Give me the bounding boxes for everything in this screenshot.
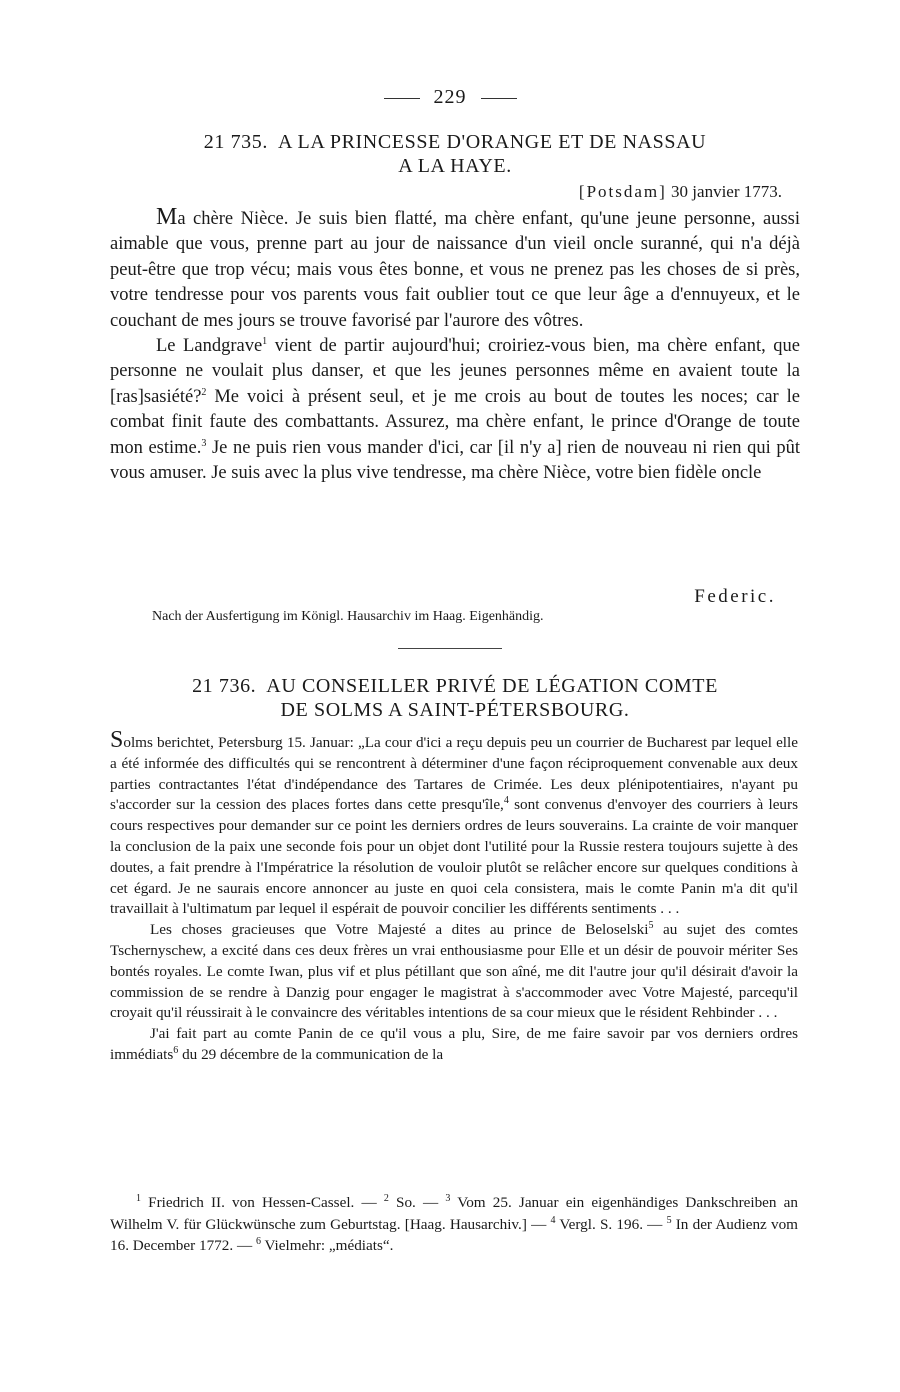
- page-number: 229: [433, 86, 467, 108]
- letter2-paragraph-1: [110, 727, 798, 920]
- letter2-p2-text-a: Les choses gracieuses que Votre Majesté a dites au prince de Beloselski: [150, 921, 649, 939]
- letter1-p2-text-a: Le Landgrave: [156, 336, 263, 357]
- letter1-dateline: [579, 182, 782, 202]
- letter2-paragraph-3: [110, 1024, 798, 1066]
- letter2-p3-text-a: J'ai fait part au comte Panin de ce qu'il vous a plu, Sire, de me faire savoir par vos derniers ordres immédiats: [110, 1025, 798, 1063]
- letter1-paragraph-1: [110, 205, 800, 334]
- letter1-title-line2: A LA HAYE.: [398, 155, 512, 177]
- footnote-number-3: 3: [445, 1192, 451, 1204]
- footnote-ref-3: 3: [201, 437, 207, 449]
- letter2-initial: S: [110, 727, 124, 753]
- footnote-ref-4: 4: [503, 795, 509, 807]
- letter2-p3-text-b: du 29 décembre de la communication de la: [178, 1045, 444, 1063]
- footnote-text-4: Vergl. S. 196. —: [555, 1215, 667, 1233]
- letter1-p2-text-b: vient de partir aujourd'hui; croiriez-vous bien, ma chère enfant, que personne ne voulait plus danser, et que les jeunes personnes même en avaient toute la [ras]sasiété?: [110, 336, 800, 407]
- footnote-text-2: So. —: [388, 1194, 446, 1211]
- letter2-number: 21 736.: [192, 675, 257, 697]
- letter1-initial: M: [156, 204, 178, 230]
- letter1-date: 30 janvier 1773.: [671, 182, 782, 201]
- letter2-paragraph-2: [110, 920, 798, 1024]
- letter1-heading: [110, 130, 800, 178]
- letter2-title-line1: AU CONSEILLER PRIVÉ DE LÉGATION COMTE: [266, 675, 718, 697]
- running-head-dash-left: [384, 98, 420, 99]
- footnote-text-6: Vielmehr: „médiats“.: [260, 1237, 394, 1254]
- footnote-ref-1: 1: [262, 335, 268, 347]
- letter1-paragraph-2: [110, 334, 800, 486]
- letter1-p2-text-c: Me voici à présent seul, et je me crois au bout de toutes les noces; car le combat finit faute des combattants. Assurez, ma chère enfant, le prince d'Orange de toute mon estime.: [110, 386, 800, 458]
- footnote-ref-2: 2: [201, 386, 207, 398]
- letter1-signature: Federic.: [694, 586, 776, 607]
- running-head-dash-right: [481, 98, 517, 99]
- footnote-number-4: 4: [550, 1214, 556, 1226]
- letter1-date-place: [Potsdam]: [578, 182, 667, 201]
- letter2-p2-text-b: au sujet des comtes Tschernyschew, a excité dans ces deux frères un vrai enthousiasme pour Elle et un désir de pouvoir mériter Ses bontés royales. Le comte Iwan, plus vif et plus pétillant que son aîné, me dit l'autre jour qu'il désirait d'avoir la commission de se rendre à Danzig pour engager le magistrat à s'accommoder avec Votre Majesté, parcequ'il croyait qu'il réussirait à le convaincre des véritables intentions de sa cour mieux que le résident Rehbinder . . .: [110, 921, 798, 1022]
- footnote-text-1: Friedrich II. von Hessen-Cassel. —: [141, 1194, 384, 1211]
- section-divider: [398, 648, 502, 649]
- footnotes: [110, 1192, 798, 1257]
- letter1-title-line1: A LA PRINCESSE D'ORANGE ET DE NASSAU: [277, 131, 707, 153]
- footnote-text-5: In der Audienz vom 16. December 1772. —: [110, 1215, 798, 1254]
- letter2-p1-text-a: olms berichtet, Petersburg 15. Januar: „La cour d'ici a reçu depuis peu un courrier de Bucharest par lequel elle a été informée des difficultés qui se rencontrent à déterminer d'une façon réciproquement convenable aux deux parties contractantes l'état d'indépendance des Tartares de Crimée. Les deux plénipotentiaires, n'ayant pu s'accorder sur la cession des places fortes dans cette presqu'île,: [110, 734, 798, 814]
- footnote-ref-6: 6: [173, 1044, 179, 1056]
- letter1-body: [110, 205, 800, 486]
- letter1-number: 21 735.: [203, 131, 268, 153]
- letter2-body: [110, 727, 798, 1066]
- letter2-heading: [110, 674, 800, 722]
- letter1-paragraph-1-text: a chère Nièce. Je suis bien flatté, ma chère enfant, qu'une jeune personne, aussi aimable que vous, prenne part au jour de naissance d'un vieil oncle suranné, qui n'a déjà peut-être que trop vécu; mais vous êtes bonne, et vous ne prenez pas les choses de si près, votre tendresse pour vos parents vous fait oublier tout ce que leur âge a d'ennuyeux, et le couchant de mes jours se trouve favorisé par l'aurore des vôtres.: [110, 209, 800, 331]
- footnote-number-6: 6: [255, 1235, 261, 1247]
- running-head: [0, 86, 900, 109]
- letter2-title-line2: DE SOLMS A SAINT-PÉTERSBOURG.: [280, 699, 630, 721]
- letter1-p2-text-d: Je ne puis rien vous mander d'ici, car [il n'y a] rien de nouveau ni rien qui pût vous amuser. Je suis avec la plus vive tendresse, ma chère Nièce, votre bien fidèle oncle: [110, 437, 800, 484]
- footnote-ref-5: 5: [648, 920, 654, 932]
- footnote-block: [110, 1192, 798, 1257]
- letter2-p1-text-b: sont convenus d'envoyer des courriers à leurs cours respectives pour demander sur ce point les derniers ordres de leurs souverains. La crainte de voir manquer la conclusion de la paix une seconde fois pour un objet dont l'utilité pour la Russie restera toujours sujette à des doutes, a fait prendre à l'Impératrice la résolution de vouloir plutôt se relâcher encore sur quelques conditions à cet égard. Je ne saurais encore annoncer au juste en quoi cela consistera, mais le comte Panin m'a dit qu'il travaillait à l'ultimatum par lequel il espérait de pouvoir concilier les différents sentiments . . .: [110, 796, 798, 918]
- footnote-text-3: Vom 25. Januar ein eigenhändiges Dankschreiben an Wilhelm V. für Glückwünsche zum Geburtstag. [Haag. Hausarchiv.] —: [110, 1194, 799, 1233]
- footnote-number-5: 5: [666, 1214, 672, 1226]
- footnote-number-2: 2: [383, 1192, 389, 1204]
- letter1-source-note: Nach der Ausfertigung im Königl. Hausarchiv im Haag. Eigenhändig.: [152, 609, 544, 624]
- footnote-number-1: 1: [136, 1192, 141, 1204]
